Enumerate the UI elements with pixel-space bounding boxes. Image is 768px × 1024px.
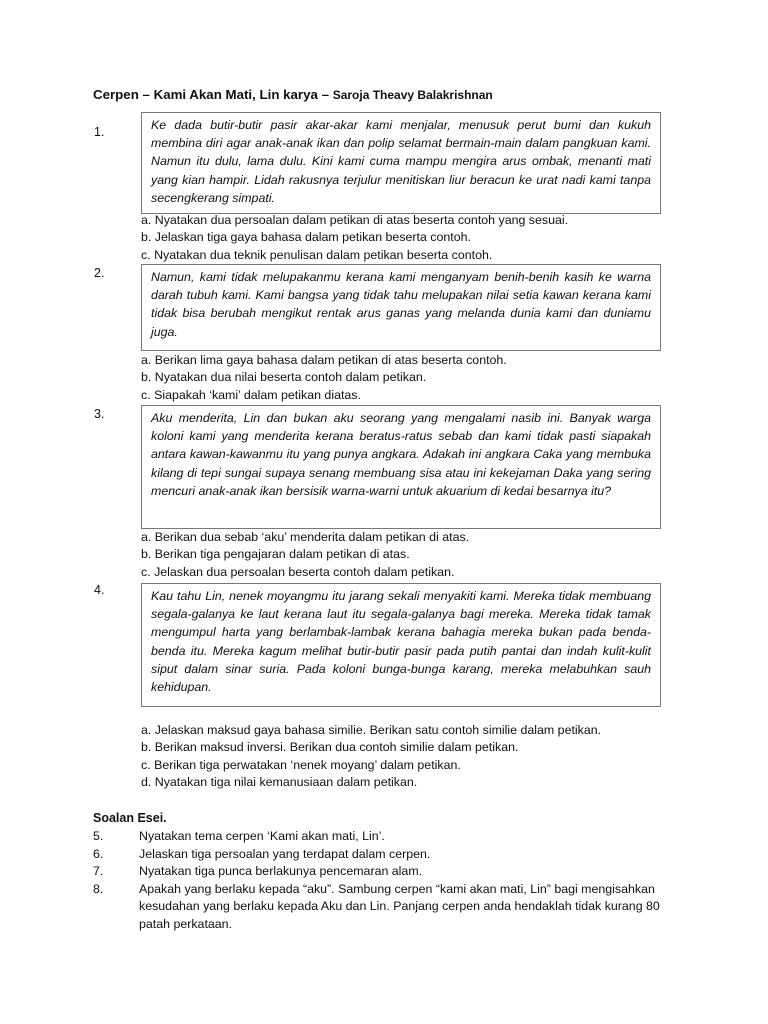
question-number: 2. [94, 266, 105, 280]
sub-question: a. Jelaskan maksud gaya bahasa similie. Berikan satu contoh similie dalam petikan. [141, 723, 602, 737]
title-main: Cerpen – Kami Akan Mati, Lin karya – [93, 87, 333, 102]
passage-box [141, 112, 661, 214]
document-title [93, 87, 493, 102]
sub-question: c. Siapakah ‘kami’ dalam petikan diatas. [141, 387, 361, 402]
essay-question [93, 881, 693, 934]
essay-question-text: Nyatakan tema cerpen ‘Kami akan mati, Lin’. [139, 829, 385, 843]
sub-question: a. Berikan lima gaya bahasa dalam petikan di atas beserta contoh. [141, 353, 507, 367]
sub-question: c. Nyatakan dua teknik penulisan dalam petikan beserta contoh. [141, 247, 493, 262]
essay-question-text: Nyatakan tiga punca berlakunya pencemaran alam. [139, 864, 423, 879]
sub-question: c. Berikan tiga perwatakan ‘nenek moyang’ dalam petikan. [141, 757, 461, 772]
essay-question-text: Apakah yang berlaku kepada “aku”. Sambung cerpen “kami akan mati, Lin” bagi mengisahkan kesudahan yang berlaku kepada Aku dan Lin. Panjang cerpen anda hendaklah tidak kurang 80 patah perkataan. [139, 881, 660, 931]
essay-question [93, 846, 693, 864]
essay-question [93, 828, 693, 846]
passage-box [141, 405, 661, 529]
sub-question: b. Jelaskan tiga gaya bahasa dalam petikan beserta contoh. [141, 230, 471, 245]
passage-text: Aku menderita, Lin dan bukan aku seorang yang mengalami nasib ini. Banyak warga koloni kami yang menderita kerana beratus-ratus sebab dan kami tidak pasti siapakah antara kawan-kawanmu itu yang punya angkara. Adakah ini angkara Caka yang membuka kilang di tepi sungai supaya senang membuang sisa atau ini kekejaman Daka yang sering mencuri anak-anak ikan bersisik warna-warni untuk akuarium di kedai besarnya itu? [151, 411, 651, 498]
sub-question: b. Berikan tiga pengajaran dalam petikan di atas. [141, 547, 410, 562]
essay-question-number: 5. [93, 829, 104, 843]
sub-question: c. Jelaskan dua persoalan beserta contoh dalam petikan. [141, 564, 455, 579]
essay-question [93, 863, 693, 881]
passage-box [141, 264, 661, 351]
sub-question: a. Nyatakan dua persoalan dalam petikan di atas beserta contoh yang sesuai. [141, 213, 569, 227]
sub-question-list [141, 529, 469, 581]
sub-question: b. Berikan maksud inversi. Berikan dua contoh similie dalam petikan. [141, 740, 519, 755]
sub-question-list [141, 352, 507, 404]
essay-question-number: 7. [93, 864, 104, 879]
question-number: 1. [94, 125, 105, 139]
sub-question-list [141, 722, 601, 792]
sub-question-list [141, 212, 568, 264]
essay-question-list [93, 828, 693, 934]
essay-section-title: Soalan Esei. [93, 811, 167, 825]
title-author: Saroja Theavy Balakrishnan [332, 88, 493, 102]
passage-text: Ke dada butir-butir pasir akar-akar kami menjalar, menusuk perut bumi dan kukuh membina diri agar anak-anak ikan dan polip selamat bermain-main dalam pangkuan kami. Namun itu dulu, lama dulu. Kini kami cuma mampu mengira arus ombak, menanti mati yang kian hampir. Lidah rakusnya terjulur menitiskan liur beracun ke urat nadi kami tanpa secengkerang simpati. [151, 118, 651, 205]
question-number: 4. [94, 583, 105, 597]
essay-question-text: Jelaskan tiga persoalan yang terdapat dalam cerpen. [139, 846, 431, 861]
sub-question: d. Nyatakan tiga nilai kemanusiaan dalam petikan. [141, 775, 418, 790]
question-number: 3. [94, 407, 105, 421]
sub-question: b. Nyatakan dua nilai beserta contoh dalam petikan. [141, 370, 427, 385]
passage-text: Kau tahu Lin, nenek moyangmu itu jarang sekali menyakiti kami. Mereka tidak membuang segala-galanya ke laut kerana laut itu segala-galanya bagi mereka. Mereka tidak tamak mengumpul harta yang berlambak-lambak kerana bahagia mereka bukan pada benda-benda itu. Mereka kagum melihat butir-butir pasir pada putih pantai dan indah kulit-kulit siput dalam sinar suria. Pada koloni bunga-bunga karang, mereka melabuhkan sauh kehidupan. [151, 589, 651, 695]
passage-text: Namun, kami tidak melupakanmu kerana kami menganyam benih-benih kasih ke warna darah tubuh kami. Kami bangsa yang tidak tahu melupakan nilai setia kawan kerana kami tidak bisa berubah mengikut rentak arus ganas yang melanda dunia kami dan duniamu juga. [151, 270, 651, 339]
essay-question-number: 8. [93, 881, 104, 896]
essay-question-number: 6. [93, 846, 104, 861]
passage-box [141, 583, 661, 707]
sub-question: a. Berikan dua sebab ‘aku’ menderita dalam petikan di atas. [141, 530, 470, 544]
